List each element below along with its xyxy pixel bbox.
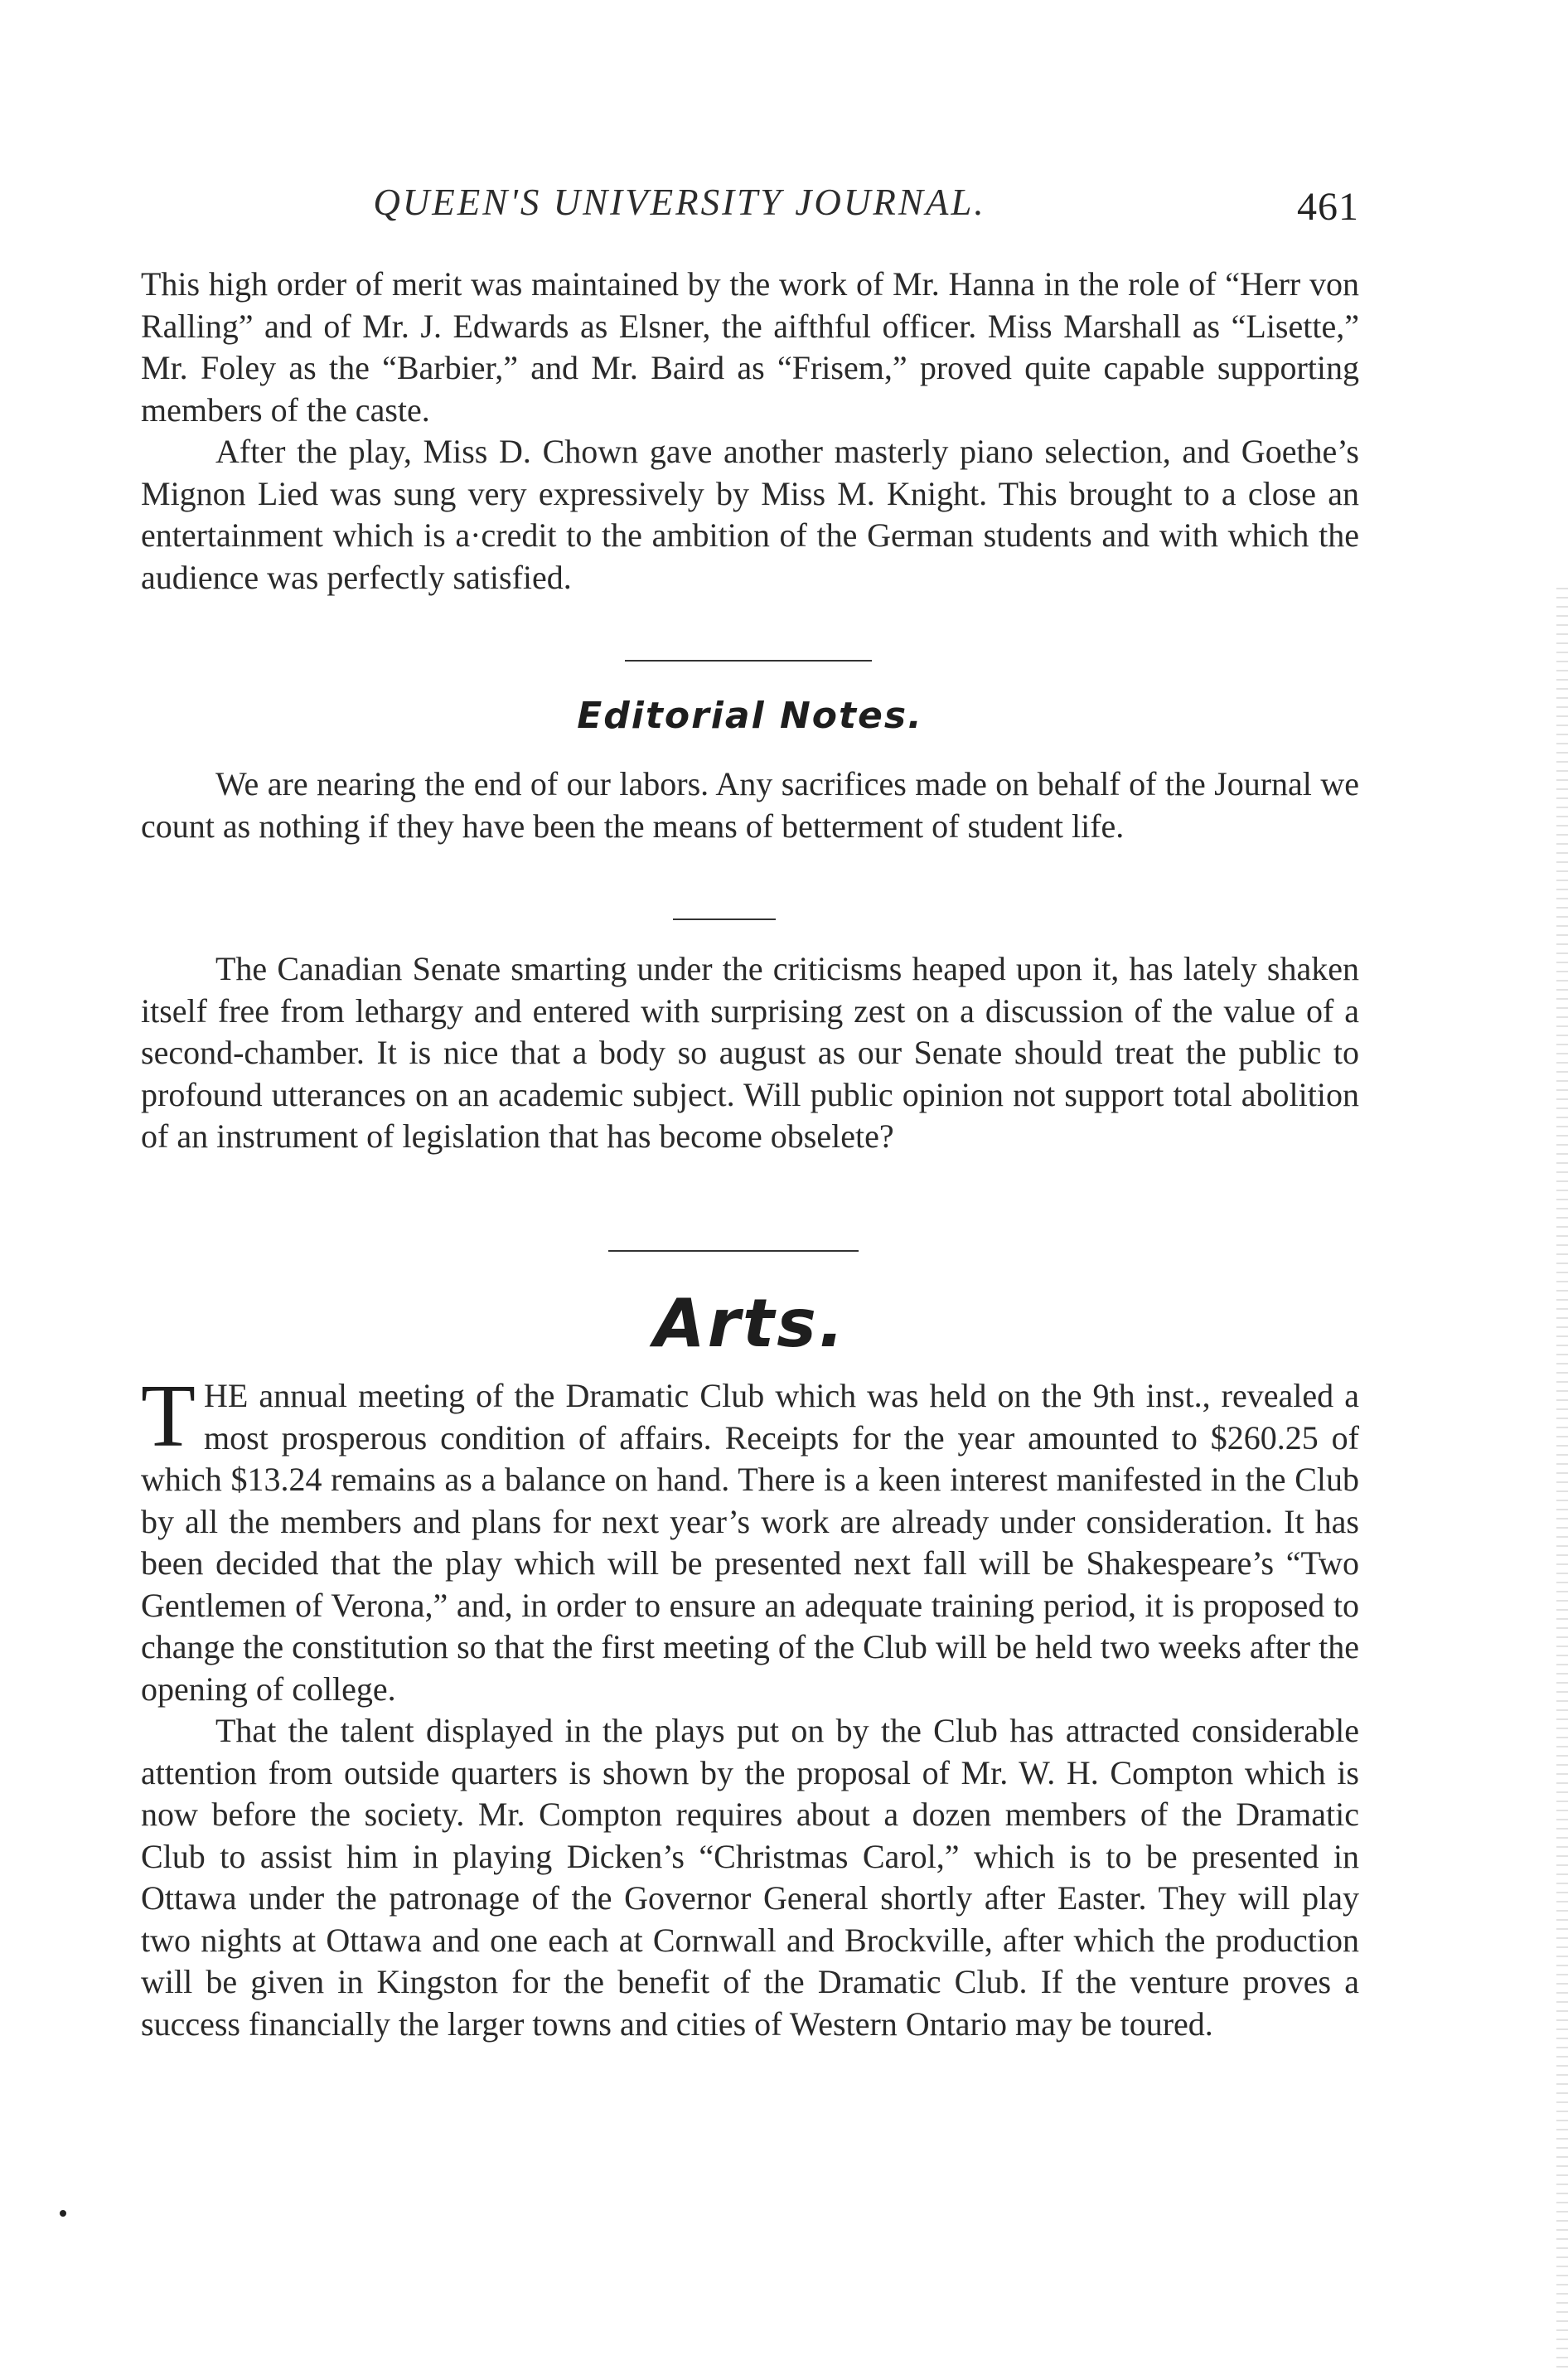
running-title: QUEEN'S UNIVERSITY JOURNAL. — [373, 182, 986, 223]
page-number: 461 — [1297, 185, 1359, 229]
arts-section — [141, 1367, 1359, 2045]
running-head — [141, 181, 1359, 230]
page-edge — [1556, 580, 1568, 2371]
editorial-notes-heading: Editorial Notes. — [577, 695, 923, 737]
article-paragraph: This high order of merit was maintained by the work of Mr. Hanna in the role of “Herr von Ralling” and of Mr. J. Edwards as Elsner, the aifthful officer. Miss Marshall as “Lisette,” Mr. Foley as the “Barbier,” and Mr. Baird as “Frisem,” proved quite capable supporting members of the caste. — [141, 265, 1359, 429]
article-paragraph: After the play, Miss D. Chown gave another masterly piano selection, and Goethe’s Mignon Lied was sung very expressively by Miss M. Knight. This brought to a close an entertainment which is a·credit to the ambition of the German students and with which the audience was perfectly satisfied. — [141, 433, 1359, 596]
section-divider — [625, 660, 872, 662]
editorial-note — [141, 948, 1359, 1158]
editorial-paragraph: We are nearing the end of our labors. Any sacrifices made on behalf of the Journal we count as nothing if they have been the means of betterment of student life. — [141, 765, 1359, 845]
arts-heading: Arts. — [653, 1285, 847, 1362]
editorial-paragraph: The Canadian Senate smarting under the criticisms heaped upon it, has lately shaken itself free from lethargy and entered with surprising zest on a discussion of the value of a second-chamber. It is nice that a body so august as our Senate should treat the public to profound utterances on an academic subject. Will public opinion not support total abolition of an instrument of legislation that has become obselete? — [141, 950, 1359, 1155]
section-divider — [608, 1250, 859, 1252]
continued-article — [141, 264, 1359, 599]
arts-paragraph: That the talent displayed in the plays put on by the Club has attracted considerable attention from outside quarters is shown by the proposal of Mr. W. H. Compton which is now before the society. Mr. Compton requires about a dozen members of the Dramatic Club to assist him in playing Dicken’s “Christmas Carol,” which is to be presented in Ottawa under the patronage of the Governor General shortly after Easter. They will play two nights at Ottawa and one each at Cornwall and Brockville, after which the production will be given in Kingston for the benefit of the Dramatic Club. If the venture proves a success financially the larger towns and cities of Western Ontario may be toured. — [141, 1712, 1359, 2043]
journal-page — [141, 0, 1359, 2375]
margin-mark — [60, 2210, 66, 2217]
drop-cap: T — [141, 1367, 196, 1466]
editorial-note — [141, 763, 1359, 847]
arts-paragraph — [141, 1367, 1359, 1710]
note-divider — [673, 918, 776, 920]
arts-paragraph-text: HE annual meeting of the Dramatic Club which was held on the 9th inst., revealed a most prosperous condition of affairs. Receipts for the year amounted to $260.25 of which $13.24 remains as a balance on hand. There is a keen interest manifested in the Club by all the members and plans for next year’s work are already under consideration. It has been decided that the play which will be presented next fall will be Shakespeare’s “Two Gentlemen of Verona,” and, in order to ensure an adequate training period, it is proposed to change the constitution so that the first meeting of the Club will be held two weeks after the opening of college. — [141, 1377, 1359, 1708]
